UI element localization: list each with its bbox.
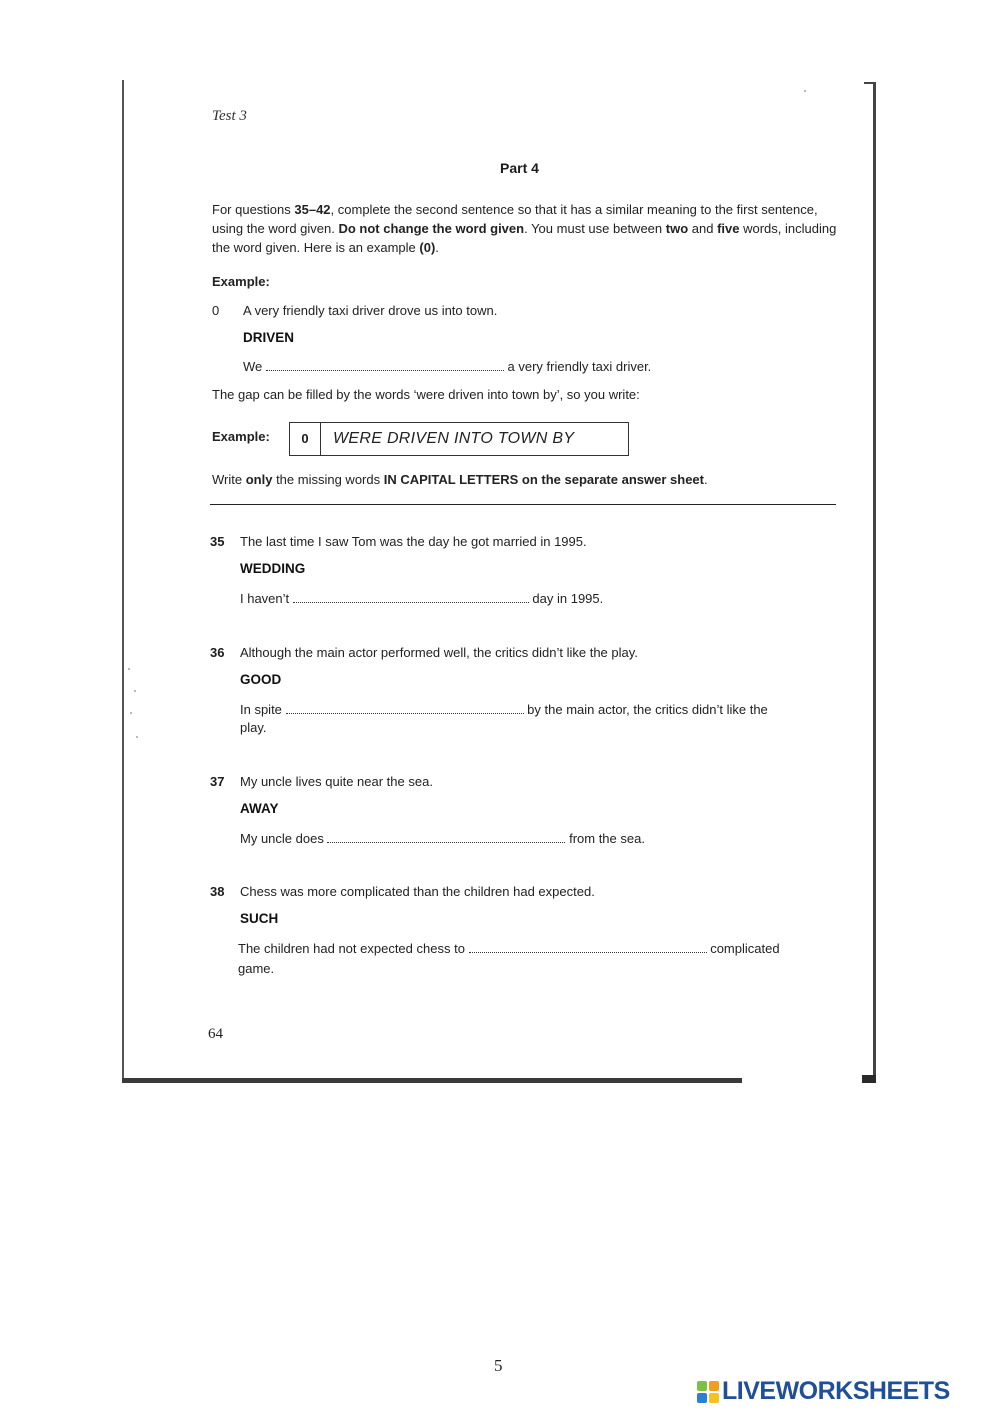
question-gap-line bbox=[240, 591, 603, 606]
example-gap-end: a very friendly taxi driver. bbox=[507, 359, 652, 374]
scan-speck bbox=[134, 690, 136, 692]
liveworksheets-brand bbox=[697, 1377, 950, 1406]
instructions: For questions 35–42, complete the second sentence so that it has a similar meaning to the first sentence, using the word given. Do not change the word given. You must use between two and five words, including the word given. Here is an example (0). bbox=[212, 202, 837, 255]
section-divider bbox=[210, 504, 836, 505]
scan-speck bbox=[128, 668, 130, 670]
example-explanation: The gap can be filled by the words ‘were driven into town by’, so you write: bbox=[212, 387, 640, 402]
gap-start: I haven’t bbox=[240, 591, 290, 606]
example-number: 0 bbox=[212, 303, 220, 318]
example-box-label: Example: bbox=[212, 429, 270, 444]
gap-end: day in 1995. bbox=[532, 591, 604, 606]
question-sentence: The last time I saw Tom was the day he got married in 1995. bbox=[240, 534, 587, 549]
example-gap-line bbox=[243, 359, 651, 374]
question-gap-line bbox=[238, 941, 780, 956]
scan-border-bottom bbox=[122, 1078, 742, 1083]
example-box-number: 0 bbox=[290, 423, 321, 455]
scan-speck bbox=[804, 90, 806, 92]
example-gap-start: We bbox=[243, 359, 263, 374]
answer-gap-36[interactable] bbox=[286, 703, 524, 714]
scan-border-corner bbox=[864, 82, 876, 84]
write-note: Write only the missing words IN CAPITAL LETTERS on the separate answer sheet. bbox=[212, 472, 708, 487]
question-number: 37 bbox=[210, 774, 225, 789]
gap-start: In spite bbox=[240, 702, 282, 717]
scan-speck bbox=[136, 736, 138, 738]
example-box-answer: WERE DRIVEN INTO TOWN BY bbox=[333, 430, 575, 447]
question-sentence: Chess was more complicated than the children had expected. bbox=[240, 884, 595, 899]
example-answer-box bbox=[289, 422, 629, 456]
question-keyword: AWAY bbox=[240, 801, 279, 816]
part-title: Part 4 bbox=[500, 160, 539, 176]
gap-end: from the sea. bbox=[569, 831, 645, 846]
scan-border-left bbox=[122, 80, 124, 1080]
scan-border-right bbox=[873, 82, 876, 1082]
question-gap-line bbox=[240, 831, 645, 846]
example-keyword: DRIVEN bbox=[243, 330, 295, 345]
gap-end: by the main actor, the critics didn’t like the bbox=[527, 702, 768, 717]
gap-end: complicated bbox=[710, 941, 780, 956]
question-keyword: GOOD bbox=[240, 672, 282, 687]
answer-gap-35[interactable] bbox=[293, 592, 529, 603]
answer-gap-38[interactable] bbox=[469, 942, 707, 953]
brand-name: LIVEWORKSHEETS bbox=[722, 1377, 950, 1405]
question-sentence: Although the main actor performed well, the critics didn’t like the play. bbox=[240, 645, 638, 660]
liveworksheets-logo-icon bbox=[697, 1381, 719, 1403]
question-keyword: SUCH bbox=[240, 911, 279, 926]
gap-end-continued: play. bbox=[240, 720, 267, 735]
sheet-page-number: 5 bbox=[494, 1356, 503, 1375]
scan-border-foot bbox=[862, 1075, 876, 1083]
gap-start: My uncle does bbox=[240, 831, 324, 846]
question-number: 38 bbox=[210, 884, 225, 899]
question-number: 35 bbox=[210, 534, 225, 549]
gap-start: The children had not expected chess to bbox=[238, 941, 465, 956]
book-page-number: 64 bbox=[208, 1026, 223, 1042]
example-sentence: A very friendly taxi driver drove us into town. bbox=[243, 303, 498, 318]
answer-gap-37[interactable] bbox=[327, 832, 565, 843]
scan-speck bbox=[130, 712, 132, 714]
example-gap bbox=[266, 360, 504, 371]
question-number: 36 bbox=[210, 645, 225, 660]
question-gap-line bbox=[240, 702, 768, 717]
gap-end-continued: game. bbox=[238, 961, 275, 976]
question-keyword: WEDDING bbox=[240, 561, 306, 576]
question-sentence: My uncle lives quite near the sea. bbox=[240, 774, 433, 789]
test-label: Test 3 bbox=[212, 108, 247, 124]
example-heading: Example: bbox=[212, 274, 270, 289]
